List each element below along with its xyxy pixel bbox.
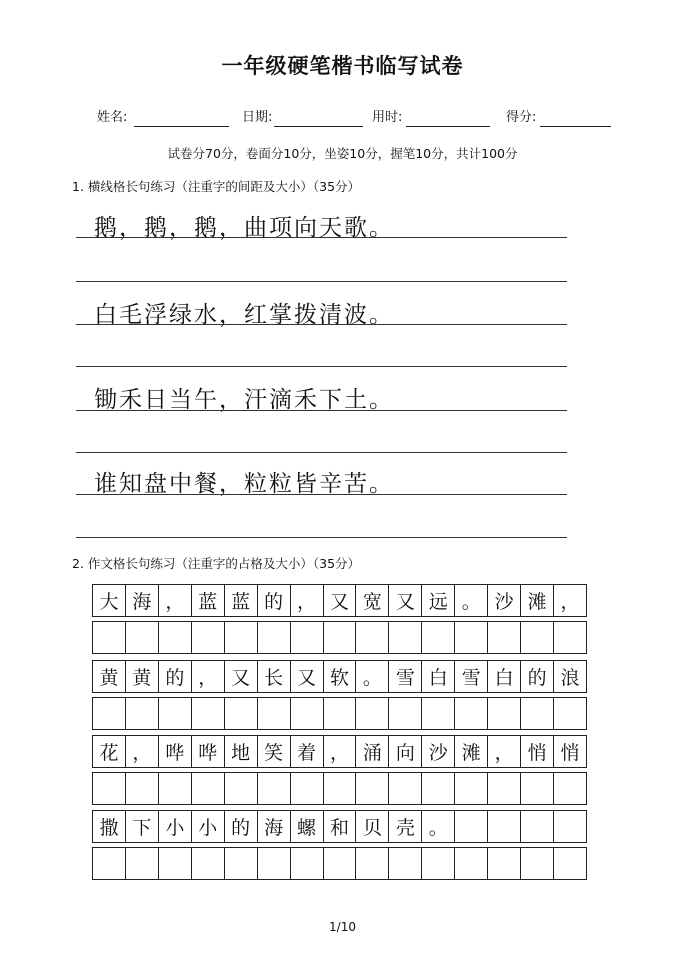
page-title: 一年级硬笔楷书临写试卷: [221, 54, 464, 78]
grid-cell: 小: [192, 811, 225, 843]
grid-empty-cell[interactable]: [554, 773, 587, 805]
writing-rule: [76, 281, 567, 282]
grid-empty-cell[interactable]: [389, 622, 422, 654]
score-label: 得分:: [506, 110, 537, 125]
page-number: 1/10: [329, 920, 356, 934]
grid-empty-cell[interactable]: [225, 698, 258, 730]
grid-cell: 沙: [488, 585, 521, 617]
grid-cell: [488, 811, 521, 843]
grid-cell: 宽: [356, 585, 389, 617]
grid-empty-cell[interactable]: [159, 622, 192, 654]
time-label: 用时:: [372, 110, 403, 125]
grid-cell: 黄: [93, 661, 126, 693]
grid-cell: 小: [159, 811, 192, 843]
grid-empty-cell[interactable]: [126, 698, 159, 730]
grid-empty-cell[interactable]: [324, 698, 357, 730]
grid-empty-cell[interactable]: [488, 698, 521, 730]
time-blank: [406, 126, 490, 127]
grid-cell: 。: [455, 585, 488, 617]
grid-empty-cell[interactable]: [488, 622, 521, 654]
grid-cell: 白: [488, 661, 521, 693]
grid-cell: 又: [324, 585, 357, 617]
grid-empty-cell[interactable]: [324, 848, 357, 880]
grid-cell: ，: [488, 736, 521, 768]
grid-empty-cell[interactable]: [488, 848, 521, 880]
grid-cell: 浪: [554, 661, 587, 693]
grid-cell: ，: [192, 661, 225, 693]
grid-empty-cell[interactable]: [356, 848, 389, 880]
grid-cell: ，: [324, 736, 357, 768]
writing-rule: [76, 537, 567, 538]
grid-empty-cell[interactable]: [258, 698, 291, 730]
grid-text-row: [92, 584, 587, 617]
grid-cell: 海: [258, 811, 291, 843]
handwriting-line-4: 谁知盘中餐，粒粒皆辛苦。: [94, 471, 394, 497]
grid-cell: 雪: [455, 661, 488, 693]
grid-empty-cell[interactable]: [126, 773, 159, 805]
grid-empty-cell[interactable]: [258, 622, 291, 654]
grid-empty-cell[interactable]: [324, 773, 357, 805]
writing-rule: [76, 237, 567, 238]
grid-empty-cell[interactable]: [554, 622, 587, 654]
grid-empty-cell[interactable]: [192, 848, 225, 880]
grid-empty-cell[interactable]: [258, 848, 291, 880]
grid-empty-cell[interactable]: [356, 698, 389, 730]
grid-empty-cell[interactable]: [324, 622, 357, 654]
grid-empty-cell[interactable]: [422, 773, 455, 805]
grid-cell: ，: [126, 736, 159, 768]
grid-empty-cell[interactable]: [291, 622, 324, 654]
grid-text-row: [92, 660, 587, 693]
grid-cell: 又: [291, 661, 324, 693]
grid-cell: 长: [258, 661, 291, 693]
grid-empty-cell[interactable]: [455, 848, 488, 880]
grid-cell: 又: [389, 585, 422, 617]
grid-cell: 地: [225, 736, 258, 768]
grid-cell: 下: [126, 811, 159, 843]
grid-cell: 的: [258, 585, 291, 617]
grid-empty-cell[interactable]: [389, 773, 422, 805]
grid-cell: 贝: [356, 811, 389, 843]
section1-title: 1. 横线格长句练习（注重字的间距及大小）（35分）: [72, 179, 361, 194]
grid-cell: 螺: [291, 811, 324, 843]
grid-empty-cell[interactable]: [93, 848, 126, 880]
writing-rule: [76, 494, 567, 495]
grid-empty-cell[interactable]: [291, 698, 324, 730]
writing-rule: [76, 410, 567, 411]
grid-cell: ，: [554, 585, 587, 617]
grid-cell: 和: [324, 811, 357, 843]
grid-cell: 。: [422, 811, 455, 843]
grid-cell: [521, 811, 554, 843]
grid-cell: 雪: [389, 661, 422, 693]
grid-cell: 蓝: [225, 585, 258, 617]
grid-practice-row: [92, 847, 587, 880]
grid-practice-row: [92, 772, 587, 805]
grid-empty-cell[interactable]: [455, 622, 488, 654]
grid-empty-cell[interactable]: [126, 848, 159, 880]
grid-cell: 滩: [455, 736, 488, 768]
grid-empty-cell[interactable]: [192, 773, 225, 805]
grid-cell: [554, 811, 587, 843]
grid-empty-cell[interactable]: [291, 848, 324, 880]
date-blank: [274, 126, 363, 127]
grid-empty-cell[interactable]: [159, 698, 192, 730]
grid-empty-cell[interactable]: [356, 622, 389, 654]
grid-empty-cell[interactable]: [291, 773, 324, 805]
grid-cell: 又: [225, 661, 258, 693]
writing-rule: [76, 452, 567, 453]
grid-empty-cell[interactable]: [192, 622, 225, 654]
score-note: 试卷分70分，卷面分10分，坐姿10分，握笔10分，共计100分: [167, 146, 518, 161]
score-blank: [540, 126, 611, 127]
section2-title: 2. 作文格长句练习（注重字的占格及大小）（35分）: [72, 556, 361, 571]
grid-cell: 大: [93, 585, 126, 617]
grid-cell: 。: [356, 661, 389, 693]
grid-empty-cell[interactable]: [93, 773, 126, 805]
grid-empty-cell[interactable]: [521, 848, 554, 880]
grid-cell: 花: [93, 736, 126, 768]
grid-empty-cell[interactable]: [455, 773, 488, 805]
name-label: 姓名:: [97, 110, 128, 125]
grid-cell: 海: [126, 585, 159, 617]
grid-empty-cell[interactable]: [422, 622, 455, 654]
grid-cell: 软: [324, 661, 357, 693]
writing-rule: [76, 324, 567, 325]
grid-cell: 着: [291, 736, 324, 768]
grid-empty-cell[interactable]: [554, 698, 587, 730]
grid-empty-cell[interactable]: [126, 622, 159, 654]
grid-cell: 哗: [159, 736, 192, 768]
grid-empty-cell[interactable]: [422, 698, 455, 730]
grid-cell: 白: [422, 661, 455, 693]
grid-cell: 远: [422, 585, 455, 617]
grid-text-row: [92, 810, 587, 843]
grid-empty-cell[interactable]: [258, 773, 291, 805]
grid-cell: ，: [291, 585, 324, 617]
grid-empty-cell[interactable]: [192, 698, 225, 730]
grid-empty-cell[interactable]: [422, 848, 455, 880]
grid-empty-cell[interactable]: [225, 773, 258, 805]
grid-empty-cell[interactable]: [389, 848, 422, 880]
grid-cell: 哗: [192, 736, 225, 768]
writing-rule: [76, 366, 567, 367]
grid-practice-row: [92, 697, 587, 730]
grid-empty-cell[interactable]: [554, 848, 587, 880]
grid-cell: 沙: [422, 736, 455, 768]
grid-cell: 壳: [389, 811, 422, 843]
grid-empty-cell[interactable]: [159, 848, 192, 880]
grid-cell: 的: [159, 661, 192, 693]
name-blank: [134, 126, 229, 127]
grid-empty-cell[interactable]: [225, 848, 258, 880]
grid-cell: 悄: [521, 736, 554, 768]
grid-cell: 向: [389, 736, 422, 768]
handwriting-line-3: 锄禾日当午，汗滴禾下土。: [94, 387, 394, 413]
grid-empty-cell[interactable]: [159, 773, 192, 805]
grid-cell: 滩: [521, 585, 554, 617]
grid-cell: 的: [225, 811, 258, 843]
grid-empty-cell[interactable]: [93, 622, 126, 654]
grid-cell: 撒: [93, 811, 126, 843]
date-label: 日期:: [242, 110, 273, 125]
grid-empty-cell[interactable]: [488, 773, 521, 805]
grid-cell: 涌: [356, 736, 389, 768]
grid-empty-cell[interactable]: [521, 773, 554, 805]
handwriting-line-1: 鹅，鹅，鹅，曲项向天歌。: [94, 215, 394, 241]
grid-cell: 悄: [554, 736, 587, 768]
grid-text-row: [92, 735, 587, 768]
grid-cell: ，: [159, 585, 192, 617]
grid-practice-row: [92, 621, 587, 654]
grid-cell: [455, 811, 488, 843]
grid-cell: 黄: [126, 661, 159, 693]
grid-cell: 的: [521, 661, 554, 693]
grid-empty-cell[interactable]: [455, 698, 488, 730]
grid-empty-cell[interactable]: [356, 773, 389, 805]
grid-empty-cell[interactable]: [521, 698, 554, 730]
grid-empty-cell[interactable]: [389, 698, 422, 730]
grid-empty-cell[interactable]: [225, 622, 258, 654]
grid-cell: 笑: [258, 736, 291, 768]
grid-cell: 蓝: [192, 585, 225, 617]
grid-empty-cell[interactable]: [521, 622, 554, 654]
grid-empty-cell[interactable]: [93, 698, 126, 730]
handwriting-line-2: 白毛浮绿水，红掌拨清波。: [94, 302, 394, 328]
